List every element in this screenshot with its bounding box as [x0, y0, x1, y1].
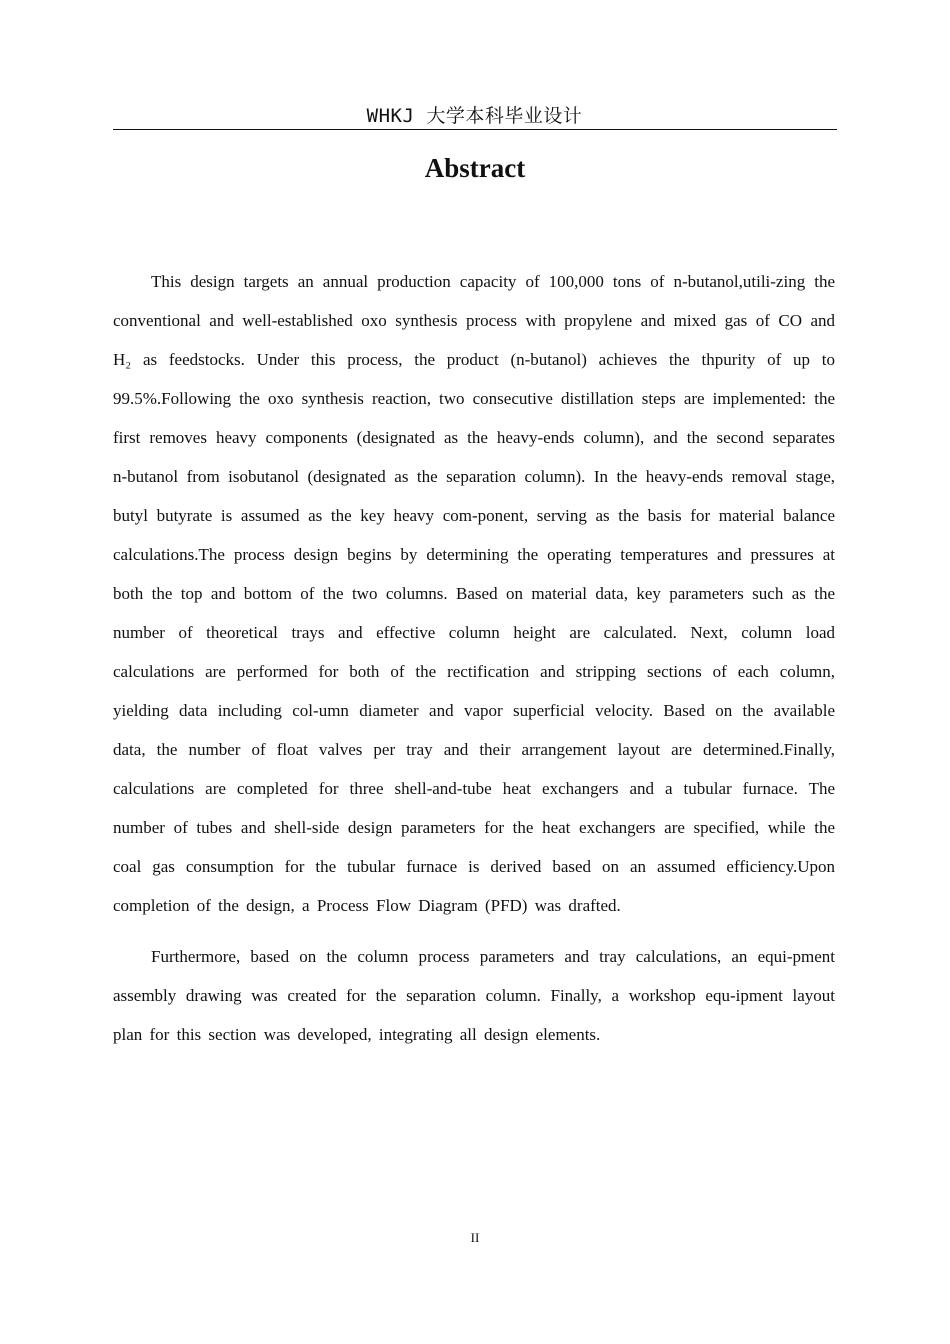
abstract-paragraph-1: This design targets an annual production capacity of 100,000 tons of n-butanol,utili-zing the conventional and well-established oxo synthesis process with propylene and mixed gas of CO and H₂ as feedstocks. Under this process, the product (n-butanol) achieves the thpurity of up to 99.5%.Following the oxo synthesis reaction, two consecutive distillation steps are implemented: the first removes heavy components (designated as the heavy-ends column), and the second separates n-butanol from isobutanol (designated as the separation column). In the heavy-ends removal stage, butyl butyrate is assumed as the key heavy com-ponent, serving as the basis for material balance calculations.The process design begins by determining the operating temperatures and pressures at both the top and bottom of the two columns. Based on material data, key parameters such as the number of theoretical trays and effective column height are calculated. Next, column load calculations are performed for both of the rectification and stripping sections of each column, yielding data including col-umn diameter and vapor superficial velocity. Based on the available data, the number of float valves per tray and their arrangement layout are determined.Finally, calculations are completed for three shell-and-tube heat exchangers and a tubular furnace. The number of tubes and shell-side design parameters for the heat exchangers are specified, while the coal gas consumption for the tubular furnace is derived based on an assumed efficiency.Upon completion of the design, a Process Flow Diagram (PFD) was drafted. [113, 272, 835, 915]
abstract-paragraph-2: Furthermore, based on the column process parameters and tray calculations, an equi-pment assembly drawing was created for the separation column. Finally, a workshop equ-ipment layout plan for this section was developed, integrating all design elements. [113, 947, 835, 1044]
page-number: II [470, 1230, 480, 1245]
abstract-title: Abstract [424, 153, 526, 183]
running-header: WHKJ 大学本科毕业设计 [366, 105, 583, 127]
header-rule [113, 129, 837, 130]
abstract-body [113, 262, 835, 1054]
